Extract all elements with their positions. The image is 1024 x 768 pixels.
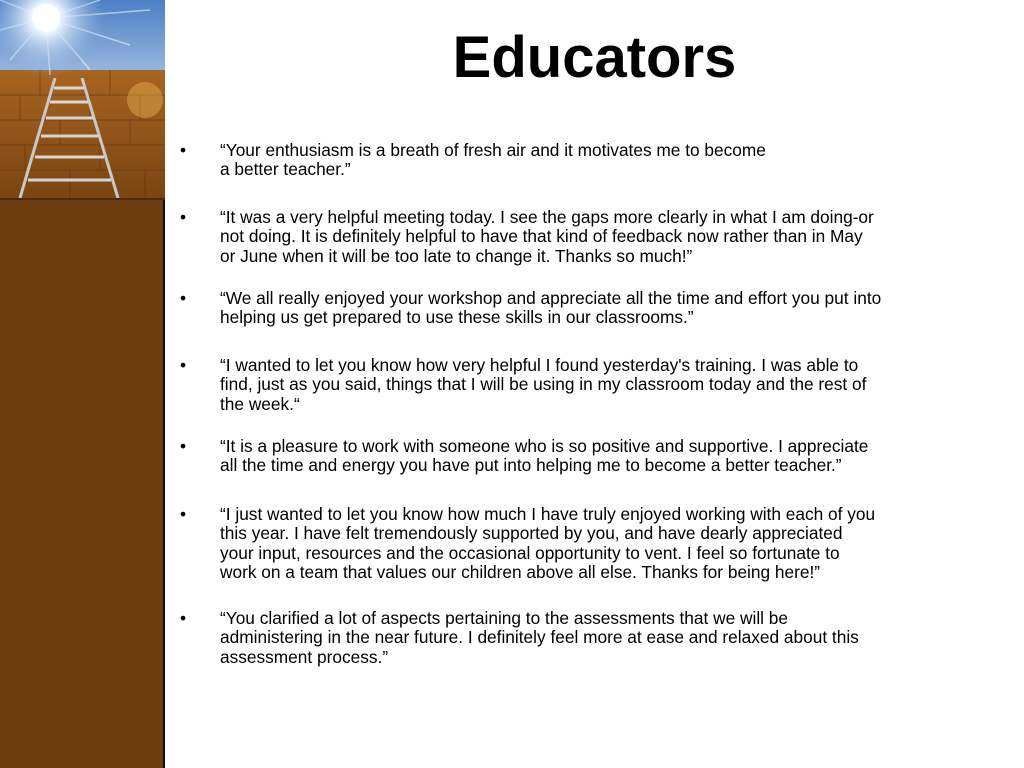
bullet-icon: • — [180, 355, 187, 375]
list-item — [180, 356, 988, 414]
text-line: “I just wanted to let you know how much I have truly enjoyed working with each of you — [220, 504, 876, 524]
list-item — [180, 208, 988, 266]
testimonial-text — [220, 505, 988, 583]
list-item — [180, 437, 988, 476]
text-line: the week.“ — [220, 393, 300, 414]
text-line: administering in the near future. I definitely feel more at ease and relaxed about this — [220, 627, 859, 648]
testimonial-text — [220, 437, 988, 476]
ladder-sky-illustration — [0, 0, 165, 198]
text-line: work on a team that values our children above all else. Thanks for being here!” — [220, 562, 821, 583]
bullet-icon: • — [180, 436, 187, 456]
slide-title: Educators — [452, 25, 737, 90]
text-line: “I wanted to let you know how very helpful I found yesterday's training. I was able to — [220, 355, 859, 375]
text-line: helping us get prepared to use these skills in our classrooms.” — [220, 307, 694, 328]
text-line: this year. I have felt tremendously supported by you, and have dearly appreciated — [220, 523, 843, 544]
list-item — [180, 505, 988, 583]
text-line: all the time and energy you have put into helping me to become a better teacher.” — [220, 455, 842, 476]
text-line: “We all really enjoyed your workshop and appreciate all the time and effort you put into — [220, 288, 882, 308]
text-line: “You clarified a lot of aspects pertaining to the assessments that we will be — [220, 608, 789, 628]
sidebar-panel — [0, 0, 165, 768]
text-line: “Your enthusiasm is a breath of fresh air and it motivates me to become — [220, 140, 766, 160]
testimonial-text — [220, 141, 988, 180]
text-line: assessment process.” — [220, 646, 389, 667]
text-line: or June when it will be too late to change it. Thanks so much!” — [220, 245, 693, 266]
testimonial-text — [220, 289, 988, 328]
testimonial-text — [220, 208, 988, 266]
testimonial-text — [220, 609, 988, 667]
bullet-icon: • — [180, 288, 187, 308]
ladder-sky-image — [0, 0, 165, 200]
list-item — [180, 141, 988, 180]
text-line: find, just as you said, things that I will be using in my classroom today and the rest of — [220, 374, 867, 395]
bullet-icon: • — [180, 140, 187, 160]
text-line: “It was a very helpful meeting today. I see the gaps more clearly in what I am doing-or — [220, 207, 874, 227]
bullet-icon: • — [180, 207, 187, 227]
bullet-icon: • — [180, 504, 187, 524]
text-line: “It is a pleasure to work with someone who is so positive and supportive. I appreciate — [220, 436, 869, 456]
list-item — [180, 289, 988, 328]
bullet-icon: • — [180, 608, 187, 628]
testimonial-text — [220, 356, 988, 414]
text-line: a better teacher.” — [220, 159, 351, 180]
text-line: your input, resources and the occasional opportunity to vent. I feel so fortunate to — [220, 542, 840, 563]
text-line: not doing. It is definitely helpful to have that kind of feedback now rather than in May — [220, 226, 863, 247]
list-item — [180, 609, 988, 667]
